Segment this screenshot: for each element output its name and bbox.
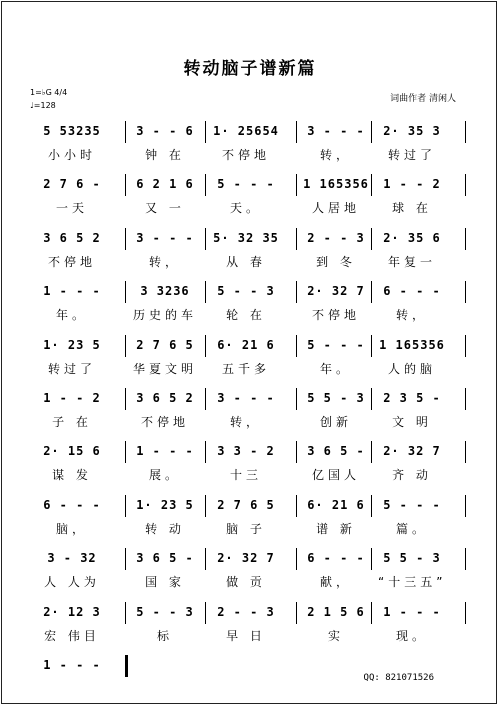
measure: 3 3 - 2	[217, 444, 275, 458]
barline	[205, 441, 206, 463]
barline	[371, 228, 372, 250]
measure: 5 5 - 3	[383, 551, 441, 565]
lyric: 人 人为	[44, 575, 100, 589]
lyric-row	[0, 360, 500, 378]
measure: 2 - - 3	[217, 605, 275, 619]
notation-row	[0, 605, 500, 623]
measure: 2 7 6 5	[136, 338, 194, 352]
page-title: 转动脑子谱新篇	[183, 59, 317, 79]
barline	[465, 281, 466, 303]
lyric: 十三	[229, 468, 262, 482]
measure: 3 - - -	[136, 231, 194, 245]
barline	[465, 441, 466, 463]
measure: 2· 32 7	[307, 284, 365, 298]
barline	[125, 335, 126, 357]
lyric: 标	[156, 629, 173, 643]
measure: 3 6 5 -	[136, 551, 194, 565]
lyric: 展。	[148, 468, 181, 482]
measure: 2· 15 6	[43, 444, 101, 458]
author-credit: 词曲作者 清闲人	[390, 94, 456, 104]
measure: 6 2 1 6	[136, 177, 194, 191]
lyric: 亿国人	[311, 468, 360, 482]
barline	[371, 548, 372, 570]
barline	[296, 281, 297, 303]
barline	[125, 228, 126, 250]
measure: 6 - - -	[43, 498, 101, 512]
tempo-marking: ♩=128	[30, 101, 56, 110]
barline	[296, 174, 297, 196]
lyric: 又 一	[145, 201, 185, 215]
notation-row	[0, 338, 500, 356]
lyric: 脑，	[55, 522, 88, 536]
measure: 3 6 5 -	[307, 444, 365, 458]
lyric: 做 贡	[226, 575, 266, 589]
lyric: 年复一	[387, 255, 436, 269]
barline	[125, 548, 126, 570]
barline	[465, 495, 466, 517]
notation-row	[0, 177, 500, 195]
lyric: 球 在	[392, 201, 432, 215]
lyric: 人居地	[311, 201, 360, 215]
lyric: 国 家	[145, 575, 185, 589]
barline	[205, 335, 206, 357]
measure: 2· 35 6	[383, 231, 441, 245]
barline	[296, 121, 297, 143]
lyric: 齐 动	[392, 468, 432, 482]
measure: 1· 23 5	[136, 498, 194, 512]
measure: 1 - - 2	[43, 391, 101, 405]
measure: 5 - - -	[217, 177, 275, 191]
barline	[205, 495, 206, 517]
final-barline	[125, 655, 128, 677]
lyric: 华夏文明	[132, 362, 197, 376]
lyric: 转，	[148, 255, 181, 269]
lyric: 轮 在	[226, 308, 266, 322]
measure: 5· 32 35	[213, 231, 279, 245]
lyric: 不停地	[47, 255, 96, 269]
measure: 1 - - -	[136, 444, 194, 458]
lyric: 天。	[229, 201, 262, 215]
barline	[371, 495, 372, 517]
lyric-row	[0, 306, 500, 324]
notation-row	[0, 551, 500, 569]
measure: 3 - - 6	[136, 124, 194, 138]
lyric: 年。	[319, 362, 352, 376]
lyric: 人的脑	[387, 362, 436, 376]
barline	[371, 441, 372, 463]
measure: 1 165356	[379, 338, 445, 352]
notation-row	[0, 284, 500, 302]
lyric: 一天	[55, 201, 88, 215]
lyric: 转，	[395, 308, 428, 322]
barline	[205, 174, 206, 196]
measure: 6 - - -	[383, 284, 441, 298]
lyric-row	[0, 466, 500, 484]
barline	[465, 174, 466, 196]
measure: 5 - - 3	[136, 605, 194, 619]
measure: 2 7 6 5	[217, 498, 275, 512]
barline	[296, 335, 297, 357]
lyric-row	[0, 199, 500, 217]
lyric: 早 日	[226, 629, 266, 643]
lyric: 转 动	[145, 522, 185, 536]
measure: 2· 12 3	[43, 605, 101, 619]
footer-qq: QQ: 821071526	[363, 673, 434, 683]
barline	[205, 602, 206, 624]
measure: 2 1 5 6	[307, 605, 365, 619]
lyric: 转过了	[387, 148, 436, 162]
measure: 2 7 6 -	[43, 177, 101, 191]
notation-row	[0, 498, 500, 516]
measure: 1 - - 2	[383, 177, 441, 191]
barline	[125, 121, 126, 143]
measure: 5 - - -	[307, 338, 365, 352]
measure: 3 6 5 2	[136, 391, 194, 405]
lyric: 从 春	[226, 255, 266, 269]
measure: 5 - - -	[383, 498, 441, 512]
barline	[371, 335, 372, 357]
measure: 1· 25654	[213, 124, 279, 138]
barline	[371, 174, 372, 196]
lyric: 转，	[319, 148, 352, 162]
lyric: 创新	[319, 415, 352, 429]
barline	[465, 602, 466, 624]
barline	[465, 335, 466, 357]
measure: 5 - - 3	[217, 284, 275, 298]
notation-row	[0, 391, 500, 409]
lyric: 历史的车	[132, 308, 197, 322]
barline	[125, 495, 126, 517]
measure: 3 - - -	[307, 124, 365, 138]
measure: 6 - - -	[307, 551, 365, 565]
lyric: 文 明	[392, 415, 432, 429]
barline	[205, 281, 206, 303]
barline	[205, 228, 206, 250]
lyric-row	[0, 253, 500, 271]
lyric-row	[0, 413, 500, 431]
barline	[296, 388, 297, 410]
lyric: 年。	[55, 308, 88, 322]
lyric: 不停地	[311, 308, 360, 322]
notation-row	[0, 444, 500, 462]
measure: 1 165356	[303, 177, 369, 191]
measure: 5 53235	[43, 124, 101, 138]
barline	[465, 548, 466, 570]
lyric: 献，	[319, 575, 352, 589]
lyric-row	[0, 573, 500, 591]
measure: 6· 21 6	[217, 338, 275, 352]
notation-row	[0, 124, 500, 142]
lyric: 谋 发	[52, 468, 92, 482]
lyric: 谱 新	[316, 522, 356, 536]
lyric-row	[0, 627, 500, 645]
measure: 1 - - -	[383, 605, 441, 619]
measure: 2· 35 3	[383, 124, 441, 138]
barline	[205, 388, 206, 410]
lyric: 五千多	[221, 362, 270, 376]
measure: 5 5 - 3	[307, 391, 365, 405]
measure: 2 3 5 -	[383, 391, 441, 405]
barline	[205, 548, 206, 570]
barline	[465, 228, 466, 250]
lyric: 宏 伟目	[44, 629, 100, 643]
measure: 1 - - -	[43, 658, 101, 672]
measure: 3 - - -	[217, 391, 275, 405]
barline	[296, 548, 297, 570]
measure: 2· 32 7	[217, 551, 275, 565]
measure: 1 - - -	[43, 284, 101, 298]
lyric: 子 在	[52, 415, 92, 429]
barline	[371, 281, 372, 303]
barline	[296, 441, 297, 463]
measure: 2 - - 3	[307, 231, 365, 245]
lyric: 转过了	[47, 362, 96, 376]
barline	[296, 495, 297, 517]
barline	[125, 602, 126, 624]
barline	[125, 388, 126, 410]
measure: 3 3236	[140, 284, 190, 298]
barline	[205, 121, 206, 143]
measure: 1· 23 5	[43, 338, 101, 352]
lyric: 转，	[229, 415, 262, 429]
barline	[125, 174, 126, 196]
lyric: 不停地	[140, 415, 189, 429]
measure: 6· 21 6	[307, 498, 365, 512]
barline	[371, 121, 372, 143]
barline	[125, 441, 126, 463]
lyric: 实	[327, 629, 344, 643]
lyric: “十三五”	[378, 575, 447, 589]
notation-row	[0, 231, 500, 249]
barline	[296, 602, 297, 624]
lyric: 脑 子	[226, 522, 266, 536]
barline	[465, 388, 466, 410]
barline	[371, 388, 372, 410]
barline	[465, 121, 466, 143]
lyric: 篇。	[395, 522, 428, 536]
barline	[371, 602, 372, 624]
lyric-row	[0, 146, 500, 164]
lyric-row	[0, 520, 500, 538]
measure: 3 - 32	[47, 551, 97, 565]
measure: 3 6 5 2	[43, 231, 101, 245]
key-signature: 1=♭G 4/4	[30, 88, 68, 97]
lyric: 钟 在	[145, 148, 185, 162]
measure: 2· 32 7	[383, 444, 441, 458]
lyric: 现。	[395, 629, 428, 643]
lyric: 小小时	[47, 148, 96, 162]
lyric: 到 冬	[316, 255, 356, 269]
barline	[296, 228, 297, 250]
lyric: 不停地	[221, 148, 270, 162]
barline	[125, 281, 126, 303]
